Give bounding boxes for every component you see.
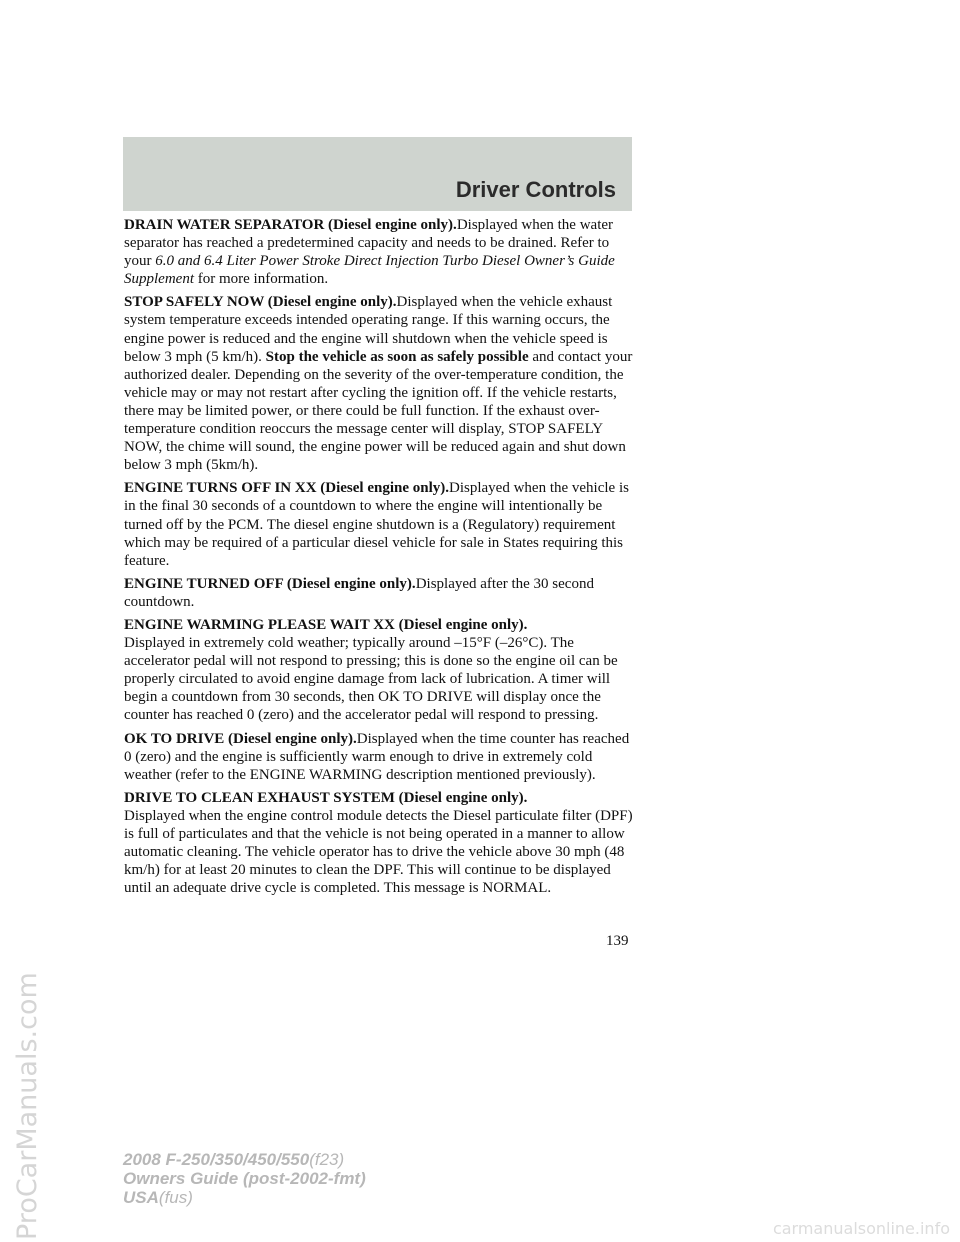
paragraph-heading: ENGINE TURNED OFF (Diesel engine only).	[124, 575, 416, 592]
paragraph-heading: OK TO DRIVE (Diesel engine only).	[124, 730, 357, 747]
paragraph-ok-to-drive	[124, 730, 636, 784]
paragraph-engine-turns-off	[124, 479, 636, 569]
paragraph-text: and contact your authorized dealer. Depending on the severity of the over-temperature condition, the vehicle may or may not restart after cycling the ignition off. If the vehicle restarts, there may be limited power, or there could be full function. If the exhaust over-temperature condition reoccurs the message center will display, STOP SAFELY NOW, the chime will sound, the engine power will be reduced again and shut down below 3 mph (5km/h).	[124, 348, 633, 474]
emphasis-text: Stop the vehicle as soon as safely possible	[265, 348, 529, 365]
footer-model-line	[123, 1150, 366, 1169]
footer-model: 2008 F-250/350/450/550	[123, 1150, 310, 1169]
side-watermark: ProCarManuals.com	[12, 972, 43, 1240]
paragraph-drain-water-separator	[124, 216, 636, 288]
page-number: 139	[606, 933, 629, 949]
paragraph-text: Displayed when the water separator has reached a predetermined capacity and needs to be drained. Refer to your	[124, 217, 614, 270]
paragraph-engine-turned-off	[124, 575, 636, 611]
paragraph-heading: ENGINE TURNS OFF IN XX (Diesel engine only).	[124, 480, 450, 497]
document-footer	[123, 1150, 366, 1207]
footer-market-line	[123, 1188, 366, 1207]
paragraph-text: Displayed after the 30 second countdown.	[124, 575, 594, 610]
paragraph-text: Displayed when the vehicle exhaust system temperature exceeds intended operating range. If this warning occurs, the engine power is reduced and the engine will shutdown when the vehicle speed is below 3 mph (5 km/h).	[124, 294, 613, 365]
paragraph-text: Displayed when the time counter has reached 0 (zero) and the engine is sufficiently warm enough to drive in extremely cold weather (refer to the ENGINE WARMING description mentioned previously).	[124, 730, 630, 783]
page-body	[124, 216, 636, 902]
footer-market-code: (fus)	[158, 1188, 193, 1207]
paragraph-stop-safely-now	[124, 293, 636, 474]
footer-guide-line: Owners Guide (post-2002-fmt)	[123, 1169, 366, 1188]
paragraph-text: Displayed when the vehicle is in the final 30 seconds of a countdown to where the engine will intentionally be turned off by the PCM. The diesel engine shutdown is a (Regulatory) requirement which may be required of a particular diesel vehicle for sale in States requiring this feature.	[124, 480, 629, 569]
footer-model-code: (f23)	[309, 1150, 345, 1169]
paragraph-text: for more information.	[193, 271, 329, 288]
paragraph-engine-warming	[124, 616, 636, 725]
paragraph-heading: ENGINE WARMING PLEASE WAIT XX (Diesel engine only).	[124, 616, 528, 633]
footer-market: USA	[123, 1188, 159, 1207]
paragraph-text: Displayed when the engine control module detects the Diesel particulate filter (DPF) is full of particulates and that the vehicle is not being operated in a manner to allow automatic cleaning. The vehicle operator has to drive the vehicle above 30 mph (48 km/h) for at least 20 minutes to clean the DPF. This will continue to be displayed until an adequate drive cycle is completed. This message is NORMAL.	[124, 807, 633, 897]
paragraph-heading: STOP SAFELY NOW (Diesel engine only).	[124, 294, 397, 311]
paragraph-heading: DRIVE TO CLEAN EXHAUST SYSTEM (Diesel engine only).	[124, 789, 528, 806]
manual-reference: 6.0 and 6.4 Liter Power Stroke Direct Injection Turbo Diesel Owner’s Guide Supplement	[124, 253, 615, 288]
section-header-band	[123, 137, 632, 211]
section-title: Driver Controls	[455, 177, 616, 202]
paragraph-heading: DRAIN WATER SEPARATOR (Diesel engine only).	[124, 217, 457, 233]
paragraph-text: Displayed in extremely cold weather; typically around –15°F (–26°C). The accelerator pedal will not respond to pressing; this is done so the engine oil can be properly circulated to avoid engine damage from lack of lubrication. A timer will begin a countdown from 30 seconds, then OK TO DRIVE will display once the counter has reached 0 (zero) and the accelerator pedal will respond to pressing.	[124, 635, 618, 724]
bottom-watermark: carmanualsonline.info	[772, 1219, 950, 1238]
paragraph-drive-to-clean	[124, 789, 636, 898]
